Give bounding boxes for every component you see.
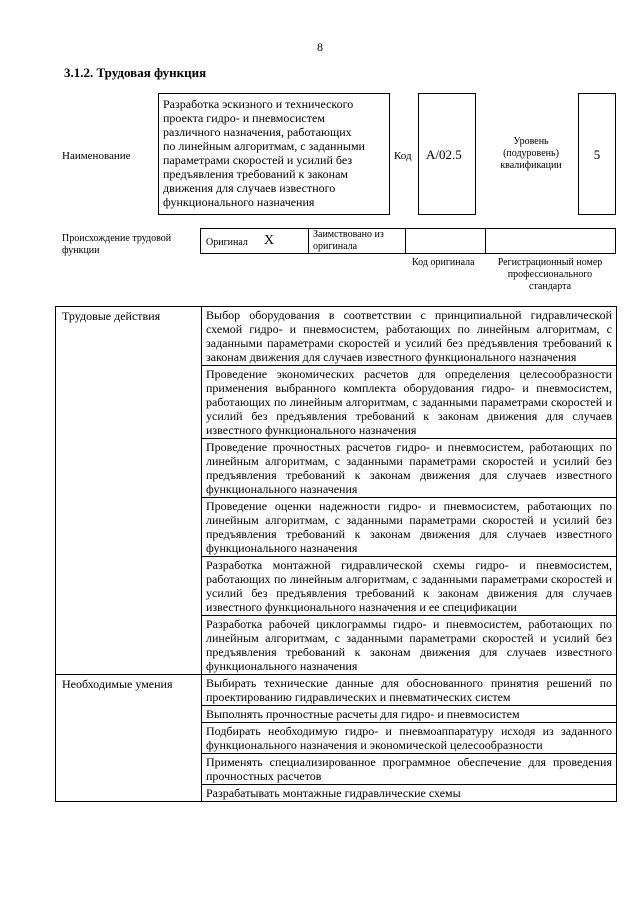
reg-number-line: профессионального bbox=[507, 269, 593, 280]
table-cell: Выбирать технические данные для обоснованного принятия решений по проектированию гидравлических и пневматических систем bbox=[202, 675, 617, 706]
table-cell: Выполнять прочностные расчеты для гидро- и пневмосистем bbox=[202, 706, 617, 723]
name-line: Разработка эскизного и технического bbox=[163, 97, 354, 111]
table-cell: Разрабатывать монтажные гидравлические схемы bbox=[202, 785, 617, 802]
name-line: предъявления требований к законам bbox=[163, 167, 348, 181]
name-line: различного назначения, работающих bbox=[163, 125, 352, 139]
origin-divider-2 bbox=[405, 228, 406, 254]
code-box-right-edge bbox=[475, 93, 476, 215]
section-heading: Трудовые действия bbox=[56, 307, 202, 675]
original-label: Оригинал bbox=[206, 237, 248, 248]
borrowed-line: Заимствовано из bbox=[313, 229, 384, 240]
reg-number-label bbox=[490, 257, 610, 293]
table-cell: Разработка монтажной гидравлической схемы гидро- и пневмосистем, работающих по линейным алгоритмам, с заданными параметрами скоростей и усилий без предъявления требований к законам движения для случаев известного функционального назначения и ее спецификации bbox=[202, 557, 617, 616]
borrowed-line: оригинала bbox=[313, 241, 358, 252]
code-value: А/02.5 bbox=[426, 147, 462, 162]
origin-label-line: функции bbox=[62, 245, 100, 256]
table-cell: Выбор оборудования в соответствии с принципиальной гидравлической схемой гидро- и пневмосистем, работающих по линейным алгоритмам, с заданными параметрами скоростей и усилий без предъявления требований к законам движения для случаев известного функционального назначения bbox=[202, 307, 617, 366]
table-row bbox=[56, 307, 617, 366]
code-box-left-edge bbox=[418, 93, 419, 215]
table-row bbox=[56, 675, 617, 706]
borrowed-label bbox=[313, 229, 384, 253]
name-line: функционального назначения bbox=[163, 195, 315, 209]
reg-number-line: Регистрационный номер bbox=[497, 257, 603, 268]
level-value: 5 bbox=[593, 147, 601, 162]
table-cell: Применять специализированное программное обеспечение для проведения прочностных расчетов bbox=[202, 754, 617, 785]
code-label: Код bbox=[394, 150, 412, 162]
section-title: 3.1.2. Трудовая функция bbox=[64, 65, 207, 80]
table-cell: Проведение экономических расчетов для определения целесообразности применения выбранного комплекта оборудования гидро- и пневмосистем, работающих по линейным алгоритмам, с заданными параметрами скоростей и усилий без предъявления требований к законам движения для случаев известного функционального назначения bbox=[202, 366, 617, 439]
table-cell: Проведение оценки надежности гидро- и пневмосистем, работающих по линейным алгоритмам, с заданными параметрами скоростей и усилий без предъявления требований к законам движения для случаев известного функционального назначения bbox=[202, 498, 617, 557]
level-label-line: квалификации bbox=[500, 160, 562, 171]
origin-divider-3 bbox=[485, 228, 486, 254]
section-heading: Необходимые умения bbox=[56, 675, 202, 802]
function-name-text bbox=[159, 94, 389, 209]
page-number: 8 bbox=[317, 40, 323, 54]
reg-number-line: стандарта bbox=[528, 281, 572, 292]
level-label-line: (подуровень) bbox=[503, 148, 559, 159]
function-name-box bbox=[158, 93, 390, 215]
table-cell: Подбирать необходимую гидро- и пневмоаппаратуру исходя из заданного функционального назначения и экономической целесообразности bbox=[202, 723, 617, 754]
origin-label-line: Происхождение трудовой bbox=[62, 233, 172, 244]
original-mark: X bbox=[264, 233, 275, 248]
code-original-label: Код оригинала bbox=[412, 257, 475, 268]
table-cell: Разработка рабочей циклограммы гидро- и пневмосистем, работающих по линейным алгоритмам, с заданными параметрами скоростей и усилий без предъявления требований к законам движения для случаев известного функционального назначения bbox=[202, 616, 617, 675]
code-box-top-edge bbox=[418, 93, 475, 94]
level-label bbox=[488, 136, 574, 172]
name-line: параметрами скоростей и усилий без bbox=[163, 153, 353, 167]
origin-label bbox=[62, 233, 171, 257]
function-table bbox=[55, 306, 617, 802]
level-label-line: Уровень bbox=[513, 136, 549, 147]
origin-divider-1 bbox=[308, 228, 309, 254]
name-line: проекта гидро- и пневмосистем bbox=[163, 111, 325, 125]
name-label: Наименование bbox=[62, 150, 131, 162]
origin-grid bbox=[200, 228, 616, 254]
name-line: по линейным алгоритмам, с заданными bbox=[163, 139, 365, 153]
table-cell: Проведение прочностных расчетов гидро- и пневмосистем, работающих по линейным алгоритмам, с заданными параметрами скоростей и усилий без предъявления требований к законам движения для случаев известного функционального назначения bbox=[202, 439, 617, 498]
code-box-bottom-edge bbox=[418, 214, 475, 215]
name-line: движения для случаев известного bbox=[163, 181, 336, 195]
